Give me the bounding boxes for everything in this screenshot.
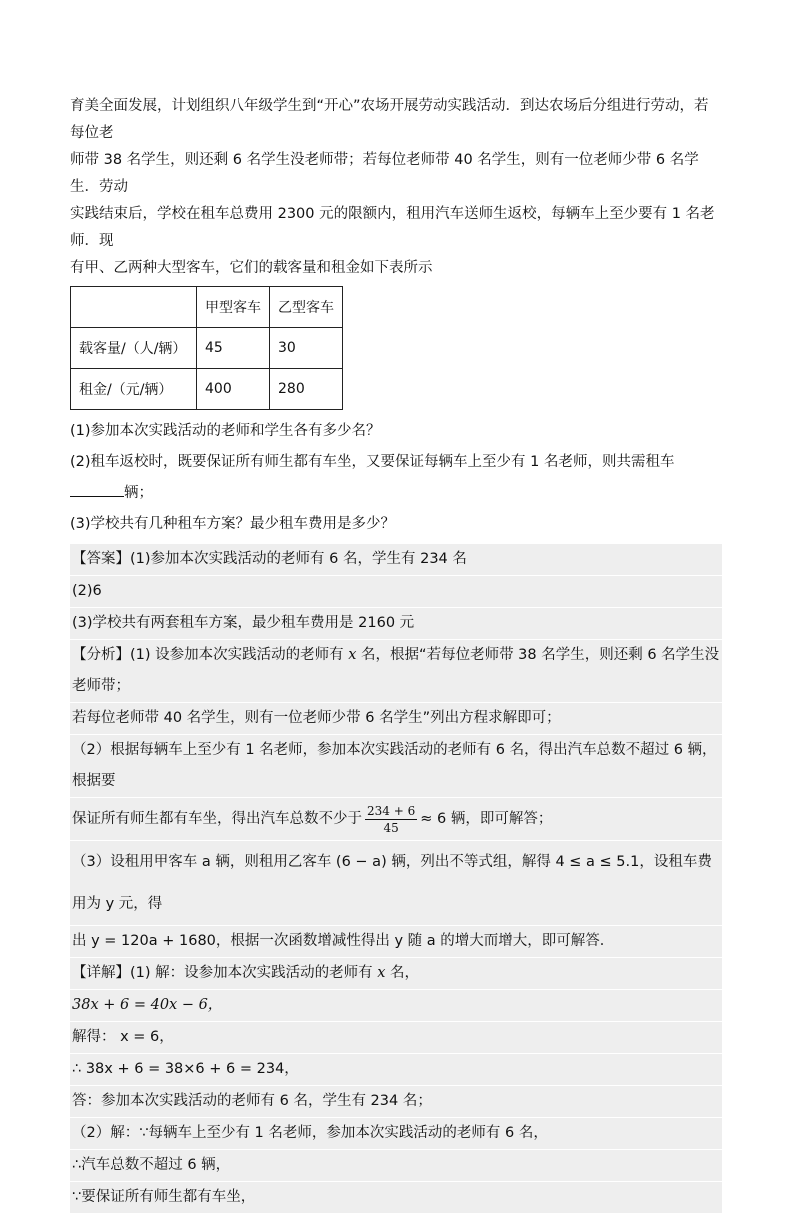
detail-1-text-a: 【详解】(1) 解：设参加本次实践活动的老师有 [72,965,378,981]
detail-1-text-b: 名， [385,965,420,981]
fraction-numerator: 234 + 6 [367,803,416,818]
problem-intro-line-4: 有甲、乙两种大型客车，它们的载客量和租金如下表所示 [70,260,433,276]
detail-2-line: （2）解：∵每辆车上至少有 1 名老师，参加本次实践活动的老师有 6 名， [70,1117,722,1149]
table-cell: 280 [270,369,343,410]
analysis-3-line-1: （3）设租用甲客车 a 辆，则租用乙客车 (6 − a) 辆，列出不等式组，解得 4 ≤ a ≤ 5.1，设租车费用为 y 元，得 [70,840,722,925]
table-cell [71,287,197,328]
analysis-2-line-1: （2）根据每辆车上至少有 1 名老师，参加本次实践活动的老师有 6 名，得出汽车总数不超过 6 辆，根据要 [70,734,722,797]
detail-4-line: ∵要保证所有师生都有车坐， [70,1181,722,1213]
analysis-1-line-2: 若每位老师带 40 名学生，则有一位老师少带 6 名学生”列出方程求解即可； [70,702,722,734]
answer-sentence-1: 答：参加本次实践活动的老师有 6 名，学生有 234 名； [70,1085,722,1117]
answer-3: (3)学校共有两套租车方案，最少租车费用是 2160 元 [70,607,722,639]
answer-1: 【答案】(1)参加本次实践活动的老师有 6 名，学生有 234 名 [72,551,467,567]
equation-1: 38x + 6 = 40x − 6， [70,989,722,1021]
document-page [70,93,722,1213]
variable-x: x [348,647,357,663]
question-2-text: (2)租车返校时，既要保证所有师生都有车坐，又要保证每辆车上至少有 1 名老师，则共需租车 [70,454,675,470]
equation-2: 解得： x = 6， [70,1021,722,1053]
analysis-1-text-a: 【分析】(1) 设参加本次实践活动的老师有 [72,647,349,663]
table-header-cell: 甲型客车 [197,287,270,328]
analysis-3-line-2: 出 y = 120a + 1680，根据一次函数增减性得出 y 随 a 的增大而增大，即可解答． [70,925,722,957]
table-header-row [71,287,343,328]
question-2-suffix: 辆； [124,485,153,501]
analysis-1-line-1 [70,639,722,702]
analysis-2-text-b: 保证所有师生都有车坐，得出汽车总数不少于 [72,811,362,827]
analysis-2-line-2 [70,797,722,840]
analysis-2-text-c: ≈ 6 辆，即可解答； [420,811,553,827]
answer-blank [70,482,124,497]
table-header-cell: 乙型客车 [270,287,343,328]
table-row [71,369,343,410]
bus-spec-table [70,286,343,410]
detail-1-line [70,957,722,989]
fraction [365,803,417,836]
question-3: (3)学校共有几种租车方案？最少租车费用是多少？ [70,516,396,532]
problem-intro-line-3: 实践结束后，学校在租车总费用 2300 元的限额内，租用汽车送师生返校，每辆车上至少要有 1 名老师．现 [70,206,715,249]
question-2 [70,447,722,509]
answer-2: (2)6 [70,575,722,607]
solution-block [70,544,722,1213]
fraction-denominator: 45 [383,820,399,835]
table-row-label: 租金/（元/辆） [71,369,197,410]
analysis-1-text-b: 名，根据“若每位老师带 38 名学生，则还剩 6 名学生没老师带； [72,647,720,694]
table-cell: 45 [197,328,270,369]
table-cell: 30 [270,328,343,369]
variable-x: x [377,965,386,981]
problem-intro-line-2: 师带 38 名学生，则还剩 6 名学生没老师带；若每位老师带 40 名学生，则有一位老师少带 6 名学生．劳动 [70,152,699,195]
problem-intro-line-1: 育美全面发展，计划组织八年级学生到“开心”农场开展劳动实践活动．到达农场后分组进行劳动，若每位老 [70,98,709,141]
table-cell: 400 [197,369,270,410]
table-row [71,328,343,369]
table-row-label: 载客量/（人/辆） [71,328,197,369]
equation-3: ∴ 38x + 6 = 38×6 + 6 = 234， [70,1053,722,1085]
question-1: (1)参加本次实践活动的老师和学生各有多少名？ [70,423,381,439]
detail-3-line: ∴汽车总数不超过 6 辆， [70,1149,722,1181]
